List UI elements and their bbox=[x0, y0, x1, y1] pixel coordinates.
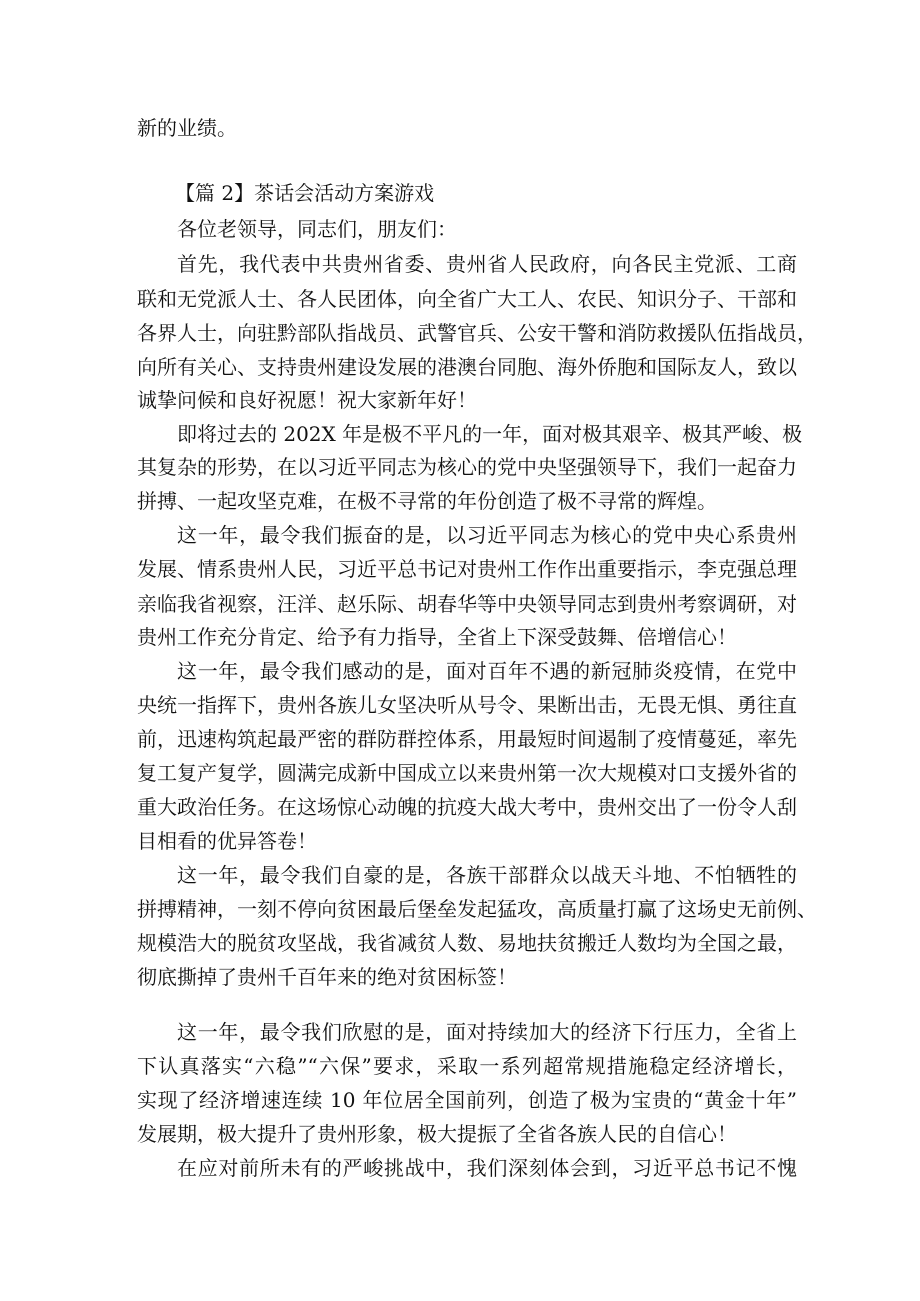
paragraph-line: 向所有关心、支持贵州建设发展的港澳台同胞、海外侨胞和国际友人，致以 bbox=[137, 355, 797, 379]
paragraph-line: 发展、情系贵州人民，习近平总书记对贵州工作作出重要指示，李克强总理 bbox=[137, 557, 797, 581]
paragraph-line: 各界人士，向驻黔部队指战员、武警官兵、公安干警和消防救援队伍指战员， bbox=[137, 321, 817, 345]
paragraph-line: 央统一指挥下，贵州各族儿女坚决听从号令、果断出击，无畏无惧、勇往直 bbox=[137, 693, 797, 717]
paragraph-line: 这一年，最令我们欣慰的是，面对持续加大的经济下行压力，全省上 bbox=[177, 1020, 797, 1044]
salutation: 各位老领导，同志们，朋友们： bbox=[177, 217, 457, 241]
paragraph-line: 首先，我代表中共贵州省委、贵州省人民政府，向各民主党派、工商 bbox=[177, 252, 797, 276]
paragraph-line: 拼搏、一起攻坚克难，在极不寻常的年份创造了极不寻常的辉煌。 bbox=[137, 489, 717, 513]
section-heading: 【篇 2】茶话会活动方案游戏 bbox=[175, 181, 435, 205]
paragraph-line: 发展期，极大提升了贵州形象，极大提振了全省各族人民的自信心！ bbox=[137, 1122, 737, 1146]
paragraph-line: 这一年，最令我们振奋的是，以习近平同志为核心的党中央心系贵州 bbox=[177, 523, 797, 547]
paragraph-line: 诚挚问候和良好祝愿！祝大家新年好！ bbox=[137, 388, 477, 412]
carryover-line: 新的业绩。 bbox=[137, 116, 237, 140]
paragraph-line: 目相看的优异答卷！ bbox=[137, 829, 317, 853]
paragraph-line: 在应对前所未有的严峻挑战中，我们深刻体会到，习近平总书记不愧 bbox=[177, 1156, 797, 1180]
paragraph-line: 复工复产复学，圆满完成新中国成立以来贵州第一次大规模对口支援外省的 bbox=[137, 761, 797, 785]
paragraph-line: 亲临我省视察，汪洋、赵乐际、胡春华等中央领导同志到贵州考察调研，对 bbox=[137, 592, 797, 616]
paragraph-line: 规模浩大的脱贫攻坚战，我省减贫人数、易地扶贫搬迁人数均为全国之最， bbox=[137, 931, 797, 955]
paragraph-line: 这一年，最令我们感动的是，面对百年不遇的新冠肺炎疫情，在党中 bbox=[177, 659, 797, 683]
paragraph-line: 下认真落实“六稳”“六保”要求，采取一系列超常规措施稳定经济增长， bbox=[137, 1054, 797, 1078]
paragraph-line: 拼搏精神，一刻不停向贫困最后堡垒发起猛攻，高质量打赢了这场史无前例、 bbox=[137, 897, 817, 921]
paragraph-line: 其复杂的形势，在以习近平同志为核心的党中央坚强领导下，我们一起奋力 bbox=[137, 455, 797, 479]
paragraph-line: 实现了经济增速连续 10 年位居全国前列，创造了极为宝贵的“黄金十年” bbox=[137, 1088, 797, 1112]
paragraph-line: 联和无党派人士、各人民团体，向全省广大工人、农民、知识分子、干部和 bbox=[137, 287, 797, 311]
paragraph-line: 彻底撕掉了贵州千百年来的绝对贫困标签！ bbox=[137, 965, 517, 989]
paragraph-line: 即将过去的 202X 年是极不平凡的一年，面对极其艰辛、极其严峻、极 bbox=[177, 422, 803, 446]
paragraph-line: 重大政治任务。在这场惊心动魄的抗疫大战大考中，贵州交出了一份令人刮 bbox=[137, 795, 797, 819]
paragraph-line: 前，迅速构筑起最严密的群防群控体系，用最短时间遏制了疫情蔓延，率先 bbox=[137, 727, 797, 751]
paragraph-line: 这一年，最令我们自豪的是，各族干部群众以战天斗地、不怕牺牲的 bbox=[177, 863, 797, 887]
paragraph-line: 贵州工作充分肯定、给予有力指导，全省上下深受鼓舞、倍增信心！ bbox=[137, 625, 737, 649]
